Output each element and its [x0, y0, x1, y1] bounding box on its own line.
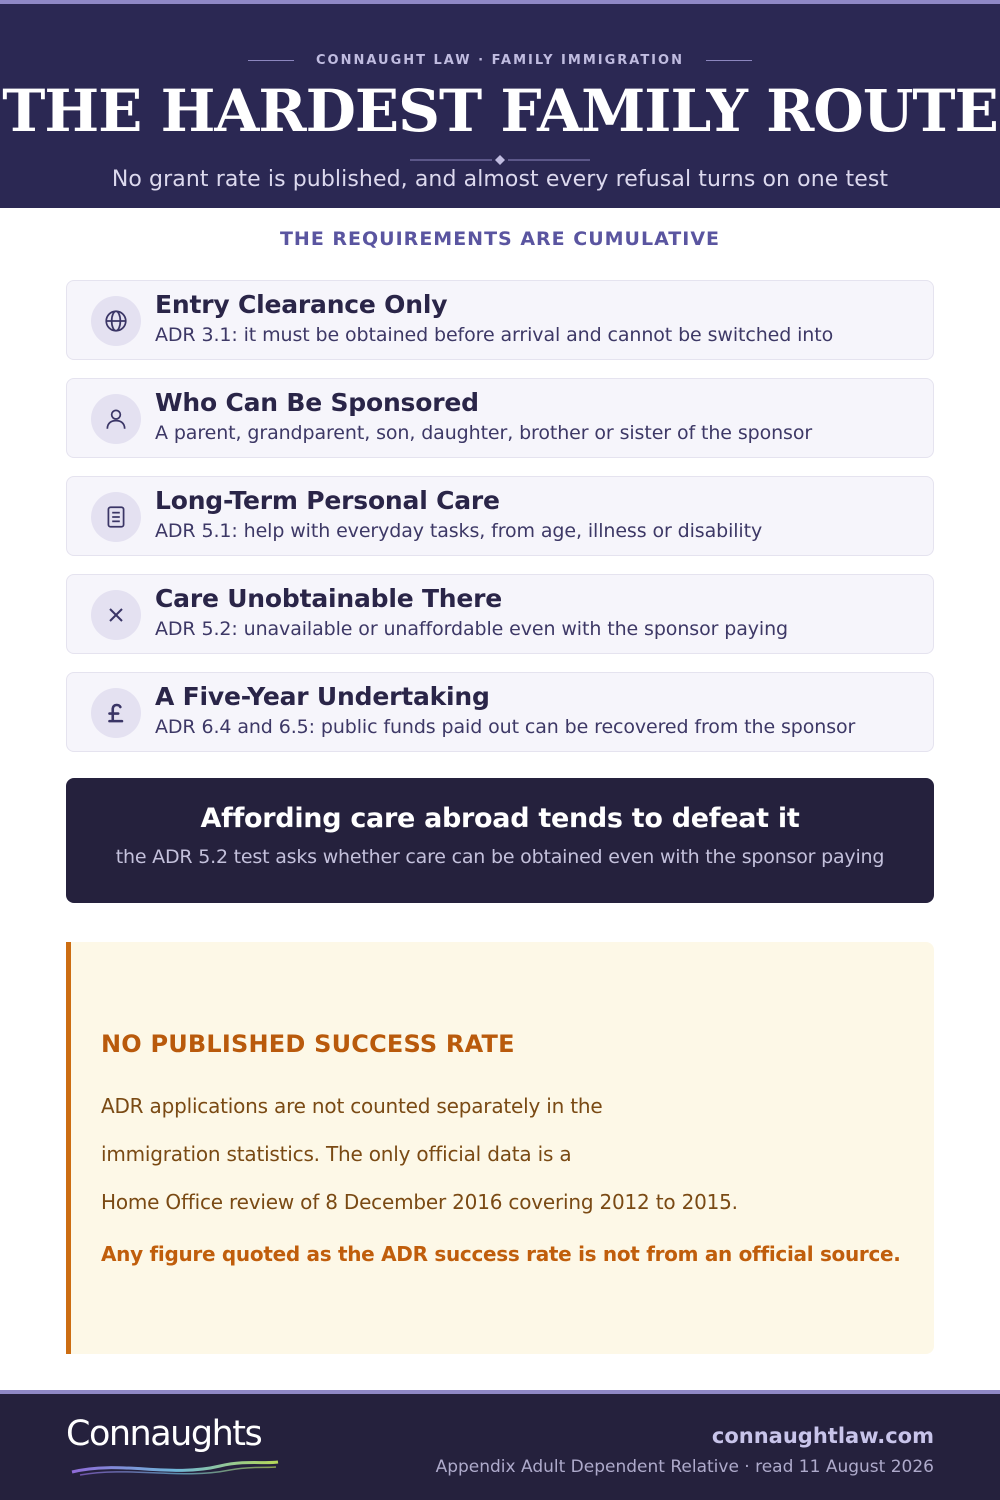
requirement-card — [66, 476, 934, 556]
callout — [66, 778, 934, 903]
requirement-desc: ADR 3.1: it must be obtained before arrival and cannot be switched into — [155, 324, 834, 346]
requirement-title: Who Can Be Sponsored — [155, 388, 479, 417]
website-link[interactable]: connaughtlaw.com — [711, 1424, 934, 1448]
header — [0, 0, 1000, 208]
requirement-title: A Five-Year Undertaking — [155, 682, 490, 711]
notice-title: NO PUBLISHED SUCCESS RATE — [101, 1030, 515, 1058]
footer-meta: Appendix Adult Dependent Relative · read 11 August 2026 — [435, 1457, 934, 1477]
notice-line: Home Office review of 8 December 2016 covering 2012 to 2015. — [101, 1190, 738, 1214]
notice-line: immigration statistics. The only official data is a — [101, 1142, 572, 1166]
requirement-title: Care Unobtainable There — [155, 584, 503, 613]
callout-title: Affording care abroad tends to defeat it — [200, 803, 800, 834]
pound-icon — [91, 688, 141, 738]
person-icon — [91, 394, 141, 444]
notice-box — [66, 942, 934, 1354]
kicker-line-left — [248, 60, 294, 61]
kicker-line-right — [706, 60, 752, 61]
document-icon — [91, 492, 141, 542]
swoosh-icon — [70, 1456, 280, 1478]
notice-warning: Any figure quoted as the ADR success rate is not from an official source. — [101, 1242, 901, 1266]
notice-body — [101, 1082, 801, 1226]
requirement-title: Long-Term Personal Care — [155, 486, 500, 515]
requirements-list — [66, 280, 934, 770]
footer — [0, 1390, 1000, 1500]
requirement-desc: ADR 5.2: unavailable or unaffordable even with the sponsor paying — [155, 618, 788, 640]
requirement-card — [66, 280, 934, 360]
close-icon — [91, 590, 141, 640]
section-heading: THE REQUIREMENTS ARE CUMULATIVE — [279, 228, 721, 250]
callout-text: the ADR 5.2 test asks whether care can be obtained even with the sponsor paying — [115, 846, 885, 868]
requirement-desc: A parent, grandparent, son, daughter, brother or sister of the sponsor — [155, 422, 813, 444]
requirement-card — [66, 378, 934, 458]
globe-icon — [91, 296, 141, 346]
page-title: THE HARDEST FAMILY ROUTE — [2, 77, 998, 145]
diamond-divider — [410, 154, 590, 166]
page-subtitle: No grant rate is published, and almost every refusal turns on one test — [111, 167, 889, 192]
requirement-desc: ADR 6.4 and 6.5: public funds paid out can be recovered from the sponsor — [155, 716, 856, 738]
kicker: CONNAUGHT LAW · FAMILY IMMIGRATION — [316, 52, 684, 68]
requirement-desc: ADR 5.1: help with everyday tasks, from age, illness or disability — [155, 520, 763, 542]
kicker-row — [0, 48, 1000, 72]
notice-line: ADR applications are not counted separately in the — [101, 1094, 603, 1118]
requirement-card — [66, 672, 934, 752]
brand-logo: Connaughts — [66, 1414, 262, 1454]
requirement-card — [66, 574, 934, 654]
requirement-title: Entry Clearance Only — [155, 290, 448, 319]
